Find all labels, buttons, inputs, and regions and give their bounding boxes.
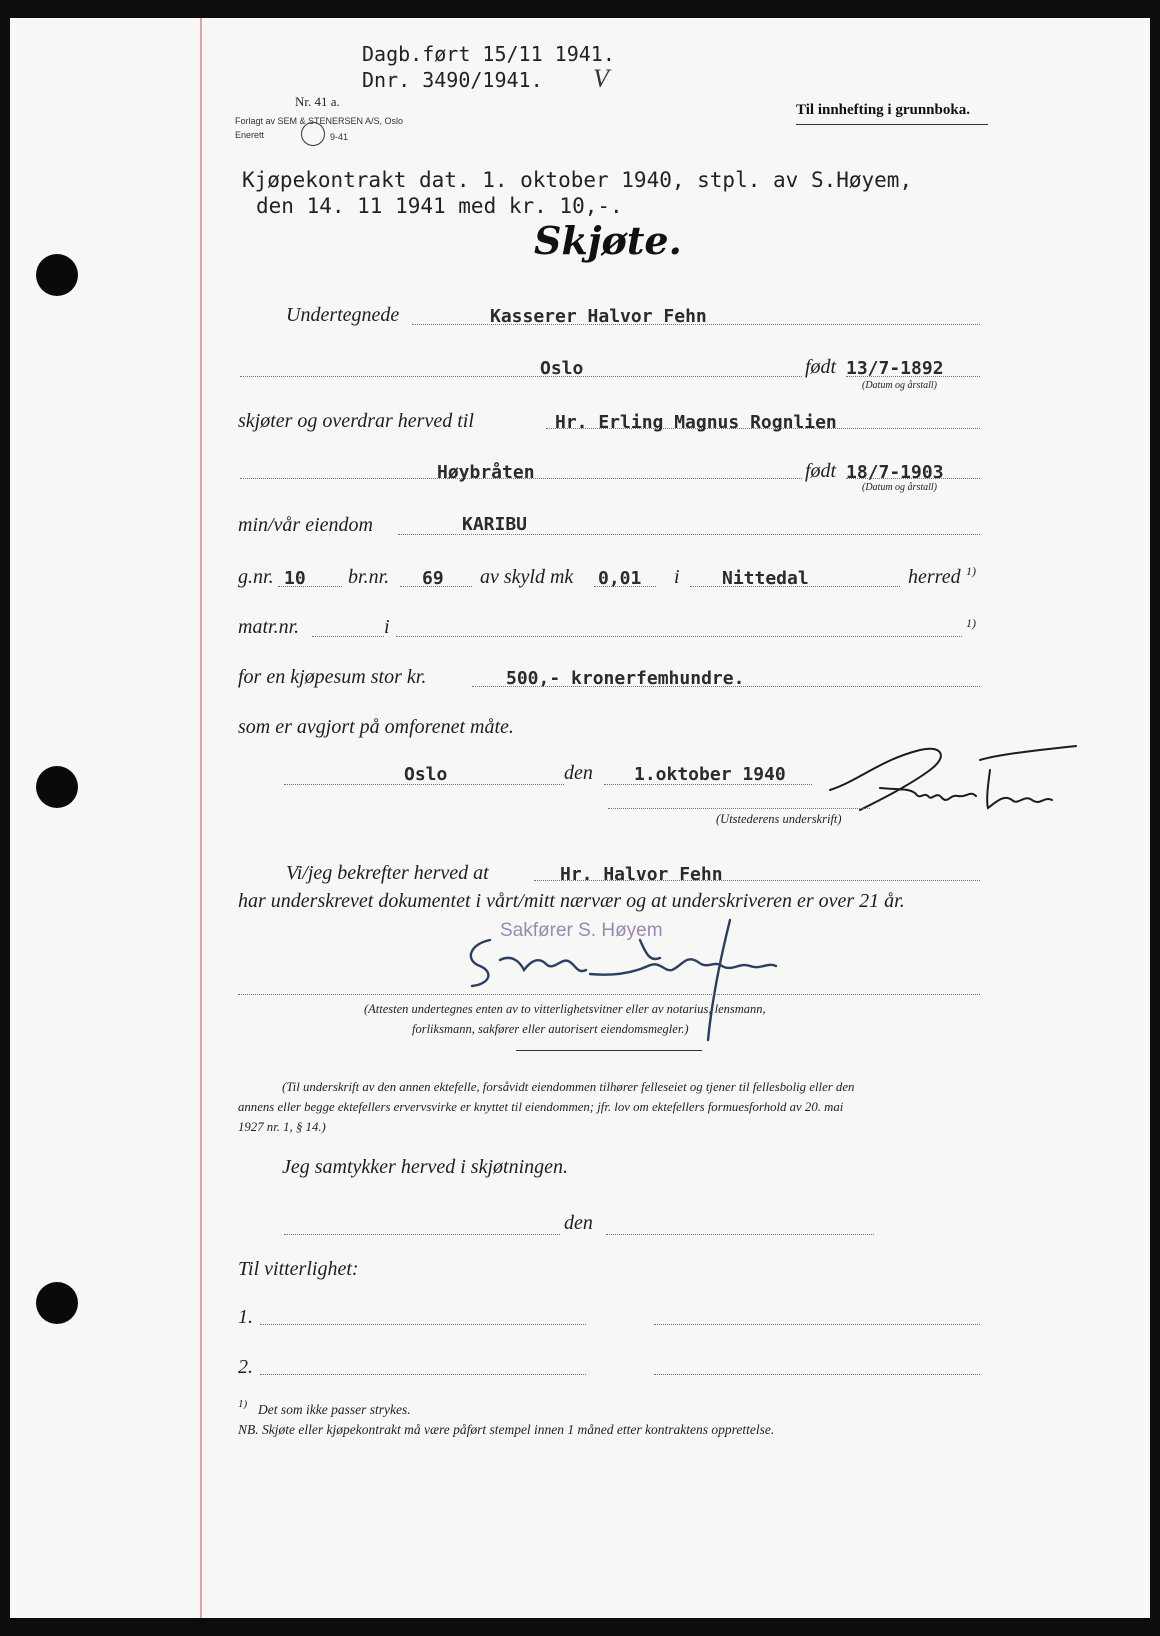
witness-1-address-line — [654, 1324, 980, 1325]
attest-subject: Hr. Halvor Fehn — [560, 864, 723, 885]
seller-signature-line — [608, 808, 870, 809]
witness-1-name-line — [260, 1324, 586, 1325]
matr-i-label: i — [384, 616, 390, 638]
document-title: Skjøte. — [534, 218, 682, 263]
consent-den-label: den — [564, 1212, 593, 1234]
skyld-value: 0,01 — [598, 568, 642, 589]
matr-footnote-mark: 1) — [966, 616, 976, 630]
buyer-birth-line — [846, 478, 980, 479]
kommune: Nittedal — [722, 568, 809, 589]
matr-label: matr.nr. — [238, 616, 300, 638]
utsteder-label: (Utstederens underskrift) — [716, 812, 842, 826]
i-label: i — [674, 566, 680, 588]
consent-place-line — [284, 1234, 560, 1235]
binding-note: Til innhefting i grunnboka. — [796, 102, 970, 118]
footnote-1: Det som ikke passer strykes. — [258, 1402, 411, 1417]
publisher-logo — [301, 122, 325, 146]
attest-note-1: (Attesten undertegnes enten av to vitterlighetsvitner eller av notarius, lensmann, — [364, 1002, 766, 1016]
witness-row-1: 1. — [238, 1306, 253, 1328]
brnr-value: 69 — [422, 568, 444, 589]
datum-note: (Datum og årstall) — [862, 380, 937, 391]
spouse-note-line-1: (Til underskrift av den annen ektefelle, forsåvidt eiendommen tilhører felleseiet og tjener til fellesbolig eller den — [282, 1080, 855, 1094]
attest-line-2: har underskrevet dokumentet i vårt/mitt nærvær og at underskriveren er over 21 år. — [238, 890, 905, 912]
seller-name: Kasserer Halvor Fehn — [490, 306, 707, 327]
sign-place: Oslo — [404, 764, 448, 785]
kjopesum-label: for en kjøpesum stor kr. — [238, 666, 427, 688]
gnr-value: 10 — [284, 568, 306, 589]
fodt-label: født — [805, 356, 837, 378]
form-number: Nr. 41 a. — [295, 94, 340, 109]
seller-signature — [820, 730, 1080, 820]
property-name: KARIBU — [462, 514, 528, 535]
edition-label: 9-41 — [330, 132, 349, 142]
sign-den-label: den — [564, 762, 593, 784]
contract-note-line-1: Kjøpekontrakt dat. 1. oktober 1940, stpl. av S.Høyem, — [242, 168, 913, 192]
attest-line-1: Vi/jeg bekrefter herved at — [286, 862, 489, 884]
consent-text: Jeg samtykker herved i skjøtningen. — [282, 1156, 569, 1178]
publisher-line: Forlagt av SEM & STENERSEN A/S, Oslo — [235, 116, 404, 126]
registry-line-1: Dagb.ført 15/11 1941. — [362, 42, 615, 66]
punch-hole — [36, 254, 78, 296]
punch-hole — [36, 1282, 78, 1324]
skjoter-label: skjøter og overdrar herved til — [238, 410, 474, 432]
buyer-birth-date: 18/7-1903 — [846, 462, 944, 483]
lawyer-stamp: Sakfører S. Høyem — [500, 920, 663, 941]
witness-row-2: 2. — [238, 1356, 253, 1378]
herred-footnote-mark: 1) — [966, 564, 976, 578]
punch-hole — [36, 766, 78, 808]
fodt-label-2: født — [805, 460, 837, 482]
seller-birth-line — [846, 376, 980, 377]
check-mark: V — [593, 64, 609, 93]
document-page — [10, 18, 1150, 1618]
margin-rule — [200, 18, 202, 1618]
consent-date-line — [606, 1234, 874, 1235]
section-separator — [516, 1050, 702, 1051]
undertegnede-label: Undertegnede — [286, 304, 400, 326]
buyer-name: Hr. Erling Magnus Rognlien — [555, 412, 837, 433]
herred-label: herred — [908, 566, 961, 588]
gnr-label: g.nr. — [238, 566, 274, 588]
seller-birth-date: 13/7-1892 — [846, 358, 944, 379]
kjopesum-value: 500,- kronerfemhundre. — [506, 668, 745, 689]
avgjort-label: som er avgjort på omforenet måte. — [238, 716, 514, 738]
witness-sign-line — [238, 994, 980, 995]
registry-line-2: Dnr. 3490/1941. — [362, 68, 543, 92]
footnote-mark: 1) — [238, 1398, 248, 1410]
contract-note-line-2: den 14. 11 1941 med kr. 10,-. — [256, 194, 623, 218]
skyld-label: av skyld mk — [480, 566, 574, 588]
seller-place-line — [240, 376, 802, 377]
spouse-note-line-3: 1927 nr. 1, § 14.) — [238, 1120, 326, 1134]
eiendom-label: min/vår eiendom — [238, 514, 373, 536]
binding-underline — [796, 124, 988, 125]
spouse-note-line-2: annens eller begge ektefellers ervervsvirke er knyttet til eiendommen; jfr. lov om ektefellers formuesforhold av 20. mai — [238, 1100, 844, 1114]
sign-date: 1.oktober 1940 — [634, 764, 786, 785]
witnesses-label: Til vitterlighet: — [238, 1258, 359, 1280]
enerett-label: Enerett — [235, 130, 265, 140]
matr-line — [312, 636, 384, 637]
witness-2-name-line — [260, 1374, 586, 1375]
attest-note-2: forliksmann, sakfører eller autorisert eiendomsmegler.) — [412, 1022, 689, 1036]
brnr-label: br.nr. — [348, 566, 390, 588]
datum-note-2: (Datum og årstall) — [862, 482, 937, 493]
seller-place: Oslo — [540, 358, 584, 379]
matr-kommune-line — [396, 636, 962, 637]
buyer-place: Høybråten — [437, 462, 535, 483]
witness-2-address-line — [654, 1374, 980, 1375]
nb-note: NB. Skjøte eller kjøpekontrakt må være påført stempel innen 1 måned etter kontraktens opprettelse. — [238, 1422, 775, 1437]
